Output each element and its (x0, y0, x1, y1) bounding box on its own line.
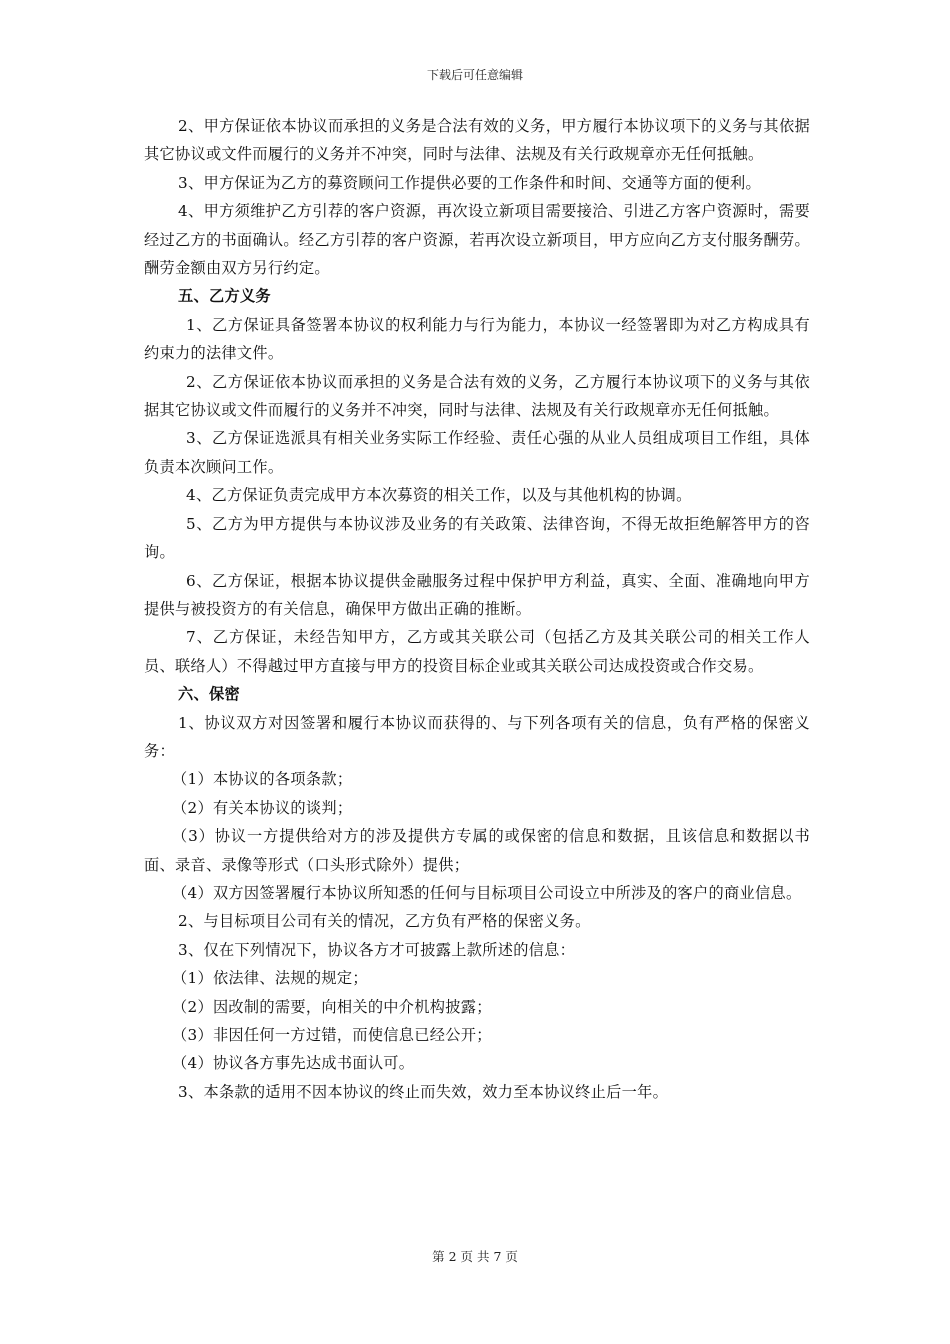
list-item: （1）本协议的各项条款； (172, 770, 353, 789)
clause-paragraph: 5、乙方为甲方提供与本协议涉及业务的有关政策、法律咨询，不得无故拒绝解答甲方的咨询。 (144, 514, 810, 562)
list-item: （4）双方因签署履行本协议所知悉的任何与目标项目公司设立中所涉及的客户的商业信息。 (172, 883, 802, 902)
list-item: （1）依法律、法规的规定； (172, 969, 368, 988)
page-header: 下载后可任意编辑 (426, 68, 523, 82)
page-number-footer: 第 2 页 共 7 页 (432, 1249, 518, 1264)
clause-paragraph: 1、乙方保证具备签署本协议的权利能力与行为能力，本协议一经签署即为对乙方构成具有约束力的法律文件。 (144, 315, 810, 363)
list-item: （3）非因任何一方过错，而使信息已经公开； (172, 1026, 492, 1044)
document-body (144, 112, 810, 1106)
clause-paragraph: 2、乙方保证依本协议而承担的义务是合法有效的义务，乙方履行本协议项下的义务与其依据其它协议或文件而履行的义务并不冲突，同时与法律、法规及有关行政规章亦无任何抵触。 (144, 372, 810, 420)
list-item: （2）有关本协议的谈判； (172, 798, 353, 817)
clause-paragraph: 4、乙方保证负责完成甲方本次募资的相关工作，以及与其他机构的协调。 (186, 486, 692, 505)
clause-paragraph: 2、与目标项目公司有关的情况，乙方负有严格的保密义务。 (178, 912, 591, 931)
clause-paragraph: 4、甲方须维护乙方引荐的客户资源，再次设立新项目需要接洽、引进乙方客户资源时，需要经过乙方的书面确认。经乙方引荐的客户资源，若再次设立新项目，甲方应向乙方支付服务酬劳。酬劳金额由双方另行约定。 (144, 202, 810, 278)
clause-paragraph: 7、乙方保证，未经告知甲方，乙方或其关联公司（包括乙方及其关联公司的相关工作人员、联络人）不得越过甲方直接与甲方的投资目标企业或其关联公司达成投资或合作交易。 (144, 628, 810, 675)
clause-paragraph: 3、仅在下列情况下，协议各方才可披露上款所述的信息： (178, 940, 576, 959)
list-item: （4）协议各方事先达成书面认可。 (172, 1054, 415, 1073)
section-heading: 六、保密 (178, 685, 240, 704)
clause-paragraph: 2、甲方保证依本协议而承担的义务是合法有效的义务，甲方履行本协议项下的义务与其依据其它协议或文件而履行的义务并不冲突，同时与法律、法规及有关行政规章亦无任何抵触。 (144, 117, 810, 164)
clause-paragraph: 3、本条款的适用不因本协议的终止而失效，效力至本协议终止后一年。 (178, 1082, 669, 1101)
clause-paragraph: 3、乙方保证选派具有相关业务实际工作经验、责任心强的从业人员组成项目工作组，具体负责本次顾问工作。 (144, 429, 810, 476)
clause-paragraph: 1、协议双方对因签署和履行本协议而获得的、与下列各项有关的信息，负有严格的保密义务： (144, 713, 810, 760)
list-item: （2）因改制的需要，向相关的中介机构披露； (172, 997, 492, 1016)
clause-paragraph: 3、甲方保证为乙方的募资顾问工作提供必要的工作条件和时间、交通等方面的便利。 (178, 173, 761, 192)
clause-paragraph: 6、乙方保证，根据本协议提供金融服务过程中保护甲方利益，真实、全面、准确地向甲方提供与被投资方的有关信息，确保甲方做出正确的推断。 (144, 571, 810, 618)
list-item: （3）协议一方提供给对方的涉及提供方专属的或保密的信息和数据，且该信息和数据以书面、录音、录像等形式（口头形式除外）提供； (144, 827, 810, 874)
section-heading: 五、乙方义务 (178, 287, 271, 306)
